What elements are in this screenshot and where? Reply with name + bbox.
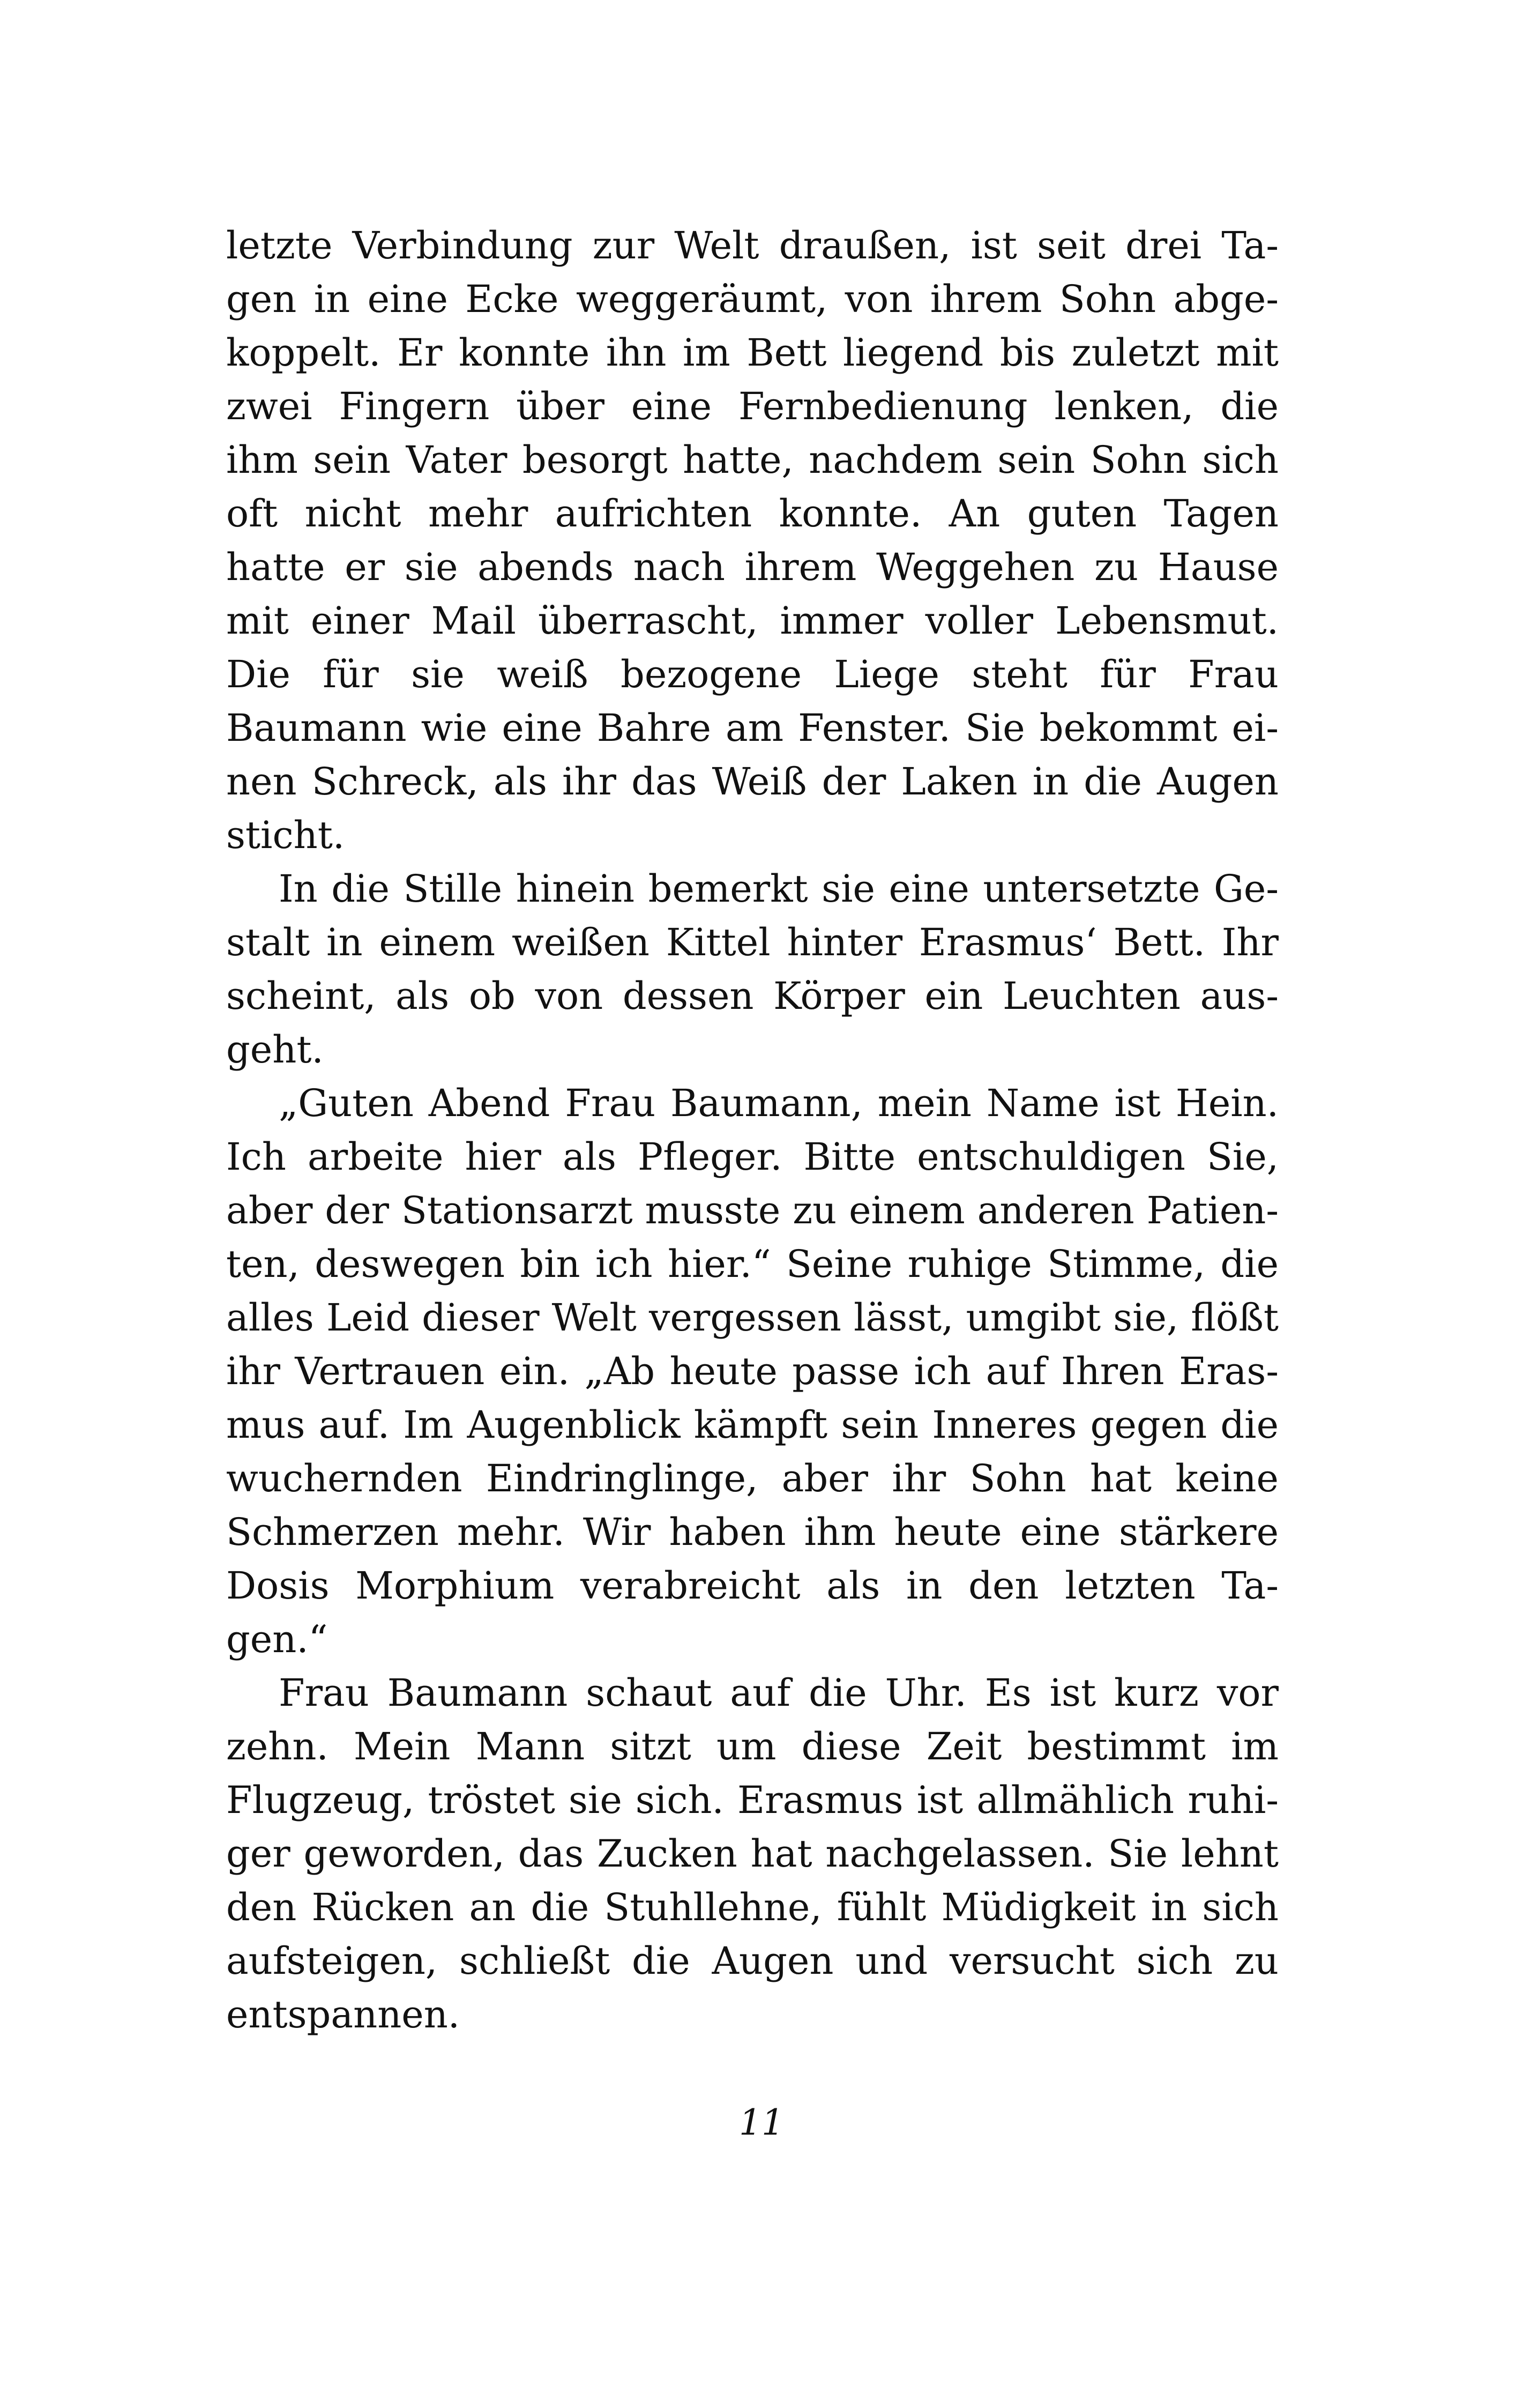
text-line: scheint, als ob von dessen Körper ein Leuchten aus- bbox=[226, 974, 1279, 1018]
text-line: Frau Baumann schaut auf die Uhr. Es ist kurz vor bbox=[279, 1671, 1279, 1715]
text-line: ten, deswegen bin ich hier.“ Seine ruhige Stimme, die bbox=[226, 1242, 1279, 1286]
text-line: hatte er sie abends nach ihrem Weggehen zu Hause bbox=[226, 545, 1279, 589]
paragraph bbox=[226, 862, 1279, 1076]
text-line: aufsteigen, schließt die Augen und versucht sich zu bbox=[226, 1939, 1279, 1983]
text-line: Flugzeug, tröstet sie sich. Erasmus ist allmählich ruhi- bbox=[226, 1778, 1279, 1822]
text-line: zwei Fingern über eine Fernbedienung lenken, die bbox=[226, 384, 1279, 428]
text-line: „Guten Abend Frau Baumann, mein Name ist Hein. bbox=[279, 1081, 1279, 1125]
text-line: entspannen. bbox=[226, 1993, 460, 2037]
text-line: sticht. bbox=[226, 813, 345, 857]
text-line: ger geworden, das Zucken hat nachgelassen. Sie lehnt bbox=[226, 1832, 1279, 1876]
text-line: Ich arbeite hier als Pfleger. Bitte entschuldigen Sie, bbox=[226, 1135, 1279, 1179]
text-line: alles Leid dieser Welt vergessen lässt, umgibt sie, flößt bbox=[226, 1296, 1279, 1340]
text-line: zehn. Mein Mann sitzt um diese Zeit bestimmt im bbox=[226, 1725, 1279, 1768]
text-line: Dosis Morphium verabreicht als in den letzten Ta- bbox=[226, 1564, 1279, 1608]
text-line: geht. bbox=[226, 1028, 324, 1072]
text-line: mit einer Mail überrascht, immer voller Lebensmut. bbox=[226, 599, 1279, 643]
text-line: aber der Stationsarzt musste zu einem anderen Patien- bbox=[226, 1188, 1279, 1232]
text-line: In die Stille hinein bemerkt sie eine untersetzte Ge- bbox=[279, 867, 1279, 911]
text-line: wuchernden Eindringlinge, aber ihr Sohn hat keine bbox=[226, 1456, 1279, 1500]
text-line: oft nicht mehr aufrichten konnte. An guten Tagen bbox=[226, 492, 1279, 536]
text-line: koppelt. Er konnte ihn im Bett liegend bis zuletzt mit bbox=[226, 331, 1279, 375]
paragraph bbox=[226, 219, 1279, 862]
text-line: ihr Vertrauen ein. „Ab heute passe ich auf Ihren Eras- bbox=[226, 1349, 1279, 1393]
text-line: letzte Verbindung zur Welt draußen, ist seit drei Ta- bbox=[226, 224, 1279, 267]
text-line: mus auf. Im Augenblick kämpft sein Inneres gegen die bbox=[226, 1403, 1279, 1447]
page-number: 11 bbox=[739, 2102, 784, 2143]
text-line: gen.“ bbox=[226, 1617, 328, 1661]
text-line: nen Schreck, als ihr das Weiß der Laken in die Augen bbox=[226, 760, 1279, 804]
text-line: Die für sie weiß bezogene Liege steht für Frau bbox=[226, 652, 1279, 696]
body-text bbox=[226, 219, 1279, 2041]
text-line: Schmerzen mehr. Wir haben ihm heute eine stärkere bbox=[226, 1510, 1279, 1554]
text-line: den Rücken an die Stuhllehne, fühlt Müdigkeit in sich bbox=[226, 1885, 1279, 1929]
text-line: Baumann wie eine Bahre am Fenster. Sie bekommt ei- bbox=[226, 706, 1279, 750]
paragraph bbox=[226, 1666, 1279, 2041]
text-line: ihm sein Vater besorgt hatte, nachdem sein Sohn sich bbox=[226, 438, 1279, 482]
paragraph bbox=[226, 1076, 1279, 1666]
text-line: stalt in einem weißen Kittel hinter Erasmus‘ Bett. Ihr bbox=[226, 920, 1279, 964]
text-line: gen in eine Ecke weggeräumt, von ihrem Sohn abge- bbox=[226, 277, 1279, 321]
